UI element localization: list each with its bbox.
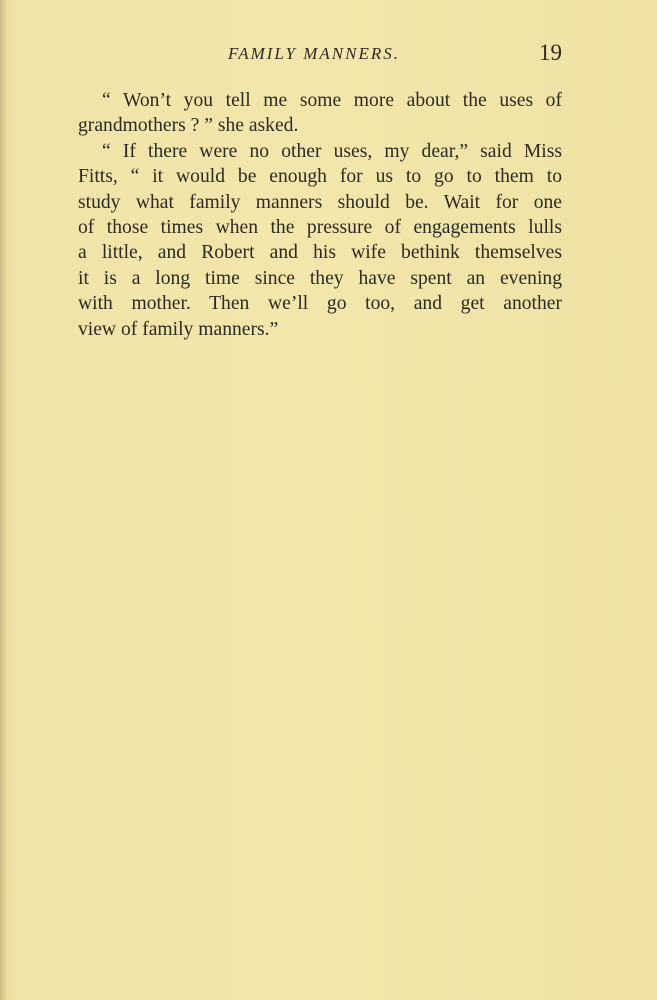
text-line: study what family manners should be. Wait for one: [78, 191, 562, 213]
text-line: “ Won’t you tell me some more about the uses of: [102, 90, 562, 111]
text-line: of those times when the pressure of engagements lulls: [78, 217, 562, 239]
text-line: it is a long time since they have spent an evening: [78, 267, 562, 289]
text-line: grandmothers ? ” she asked.: [78, 115, 299, 137]
paragraph: [78, 139, 562, 342]
text-line: view of family manners.”: [78, 318, 279, 340]
body-text: [78, 88, 562, 342]
text-line: with mother. Then we’ll go too, and get another: [78, 293, 562, 315]
text-line: Fitts, “ it would be enough for us to go to them to: [78, 166, 562, 188]
page-number: 19: [539, 40, 562, 65]
paragraph: [78, 88, 562, 139]
text-line: a little, and Robert and his wife bethink themselves: [78, 242, 562, 264]
running-head: [78, 40, 562, 70]
page-gutter-edge: [0, 0, 6, 1000]
running-head-title: FAMILY MANNERS.: [228, 44, 400, 63]
text-line: “ If there were no other uses, my dear,” said Miss: [102, 140, 562, 162]
